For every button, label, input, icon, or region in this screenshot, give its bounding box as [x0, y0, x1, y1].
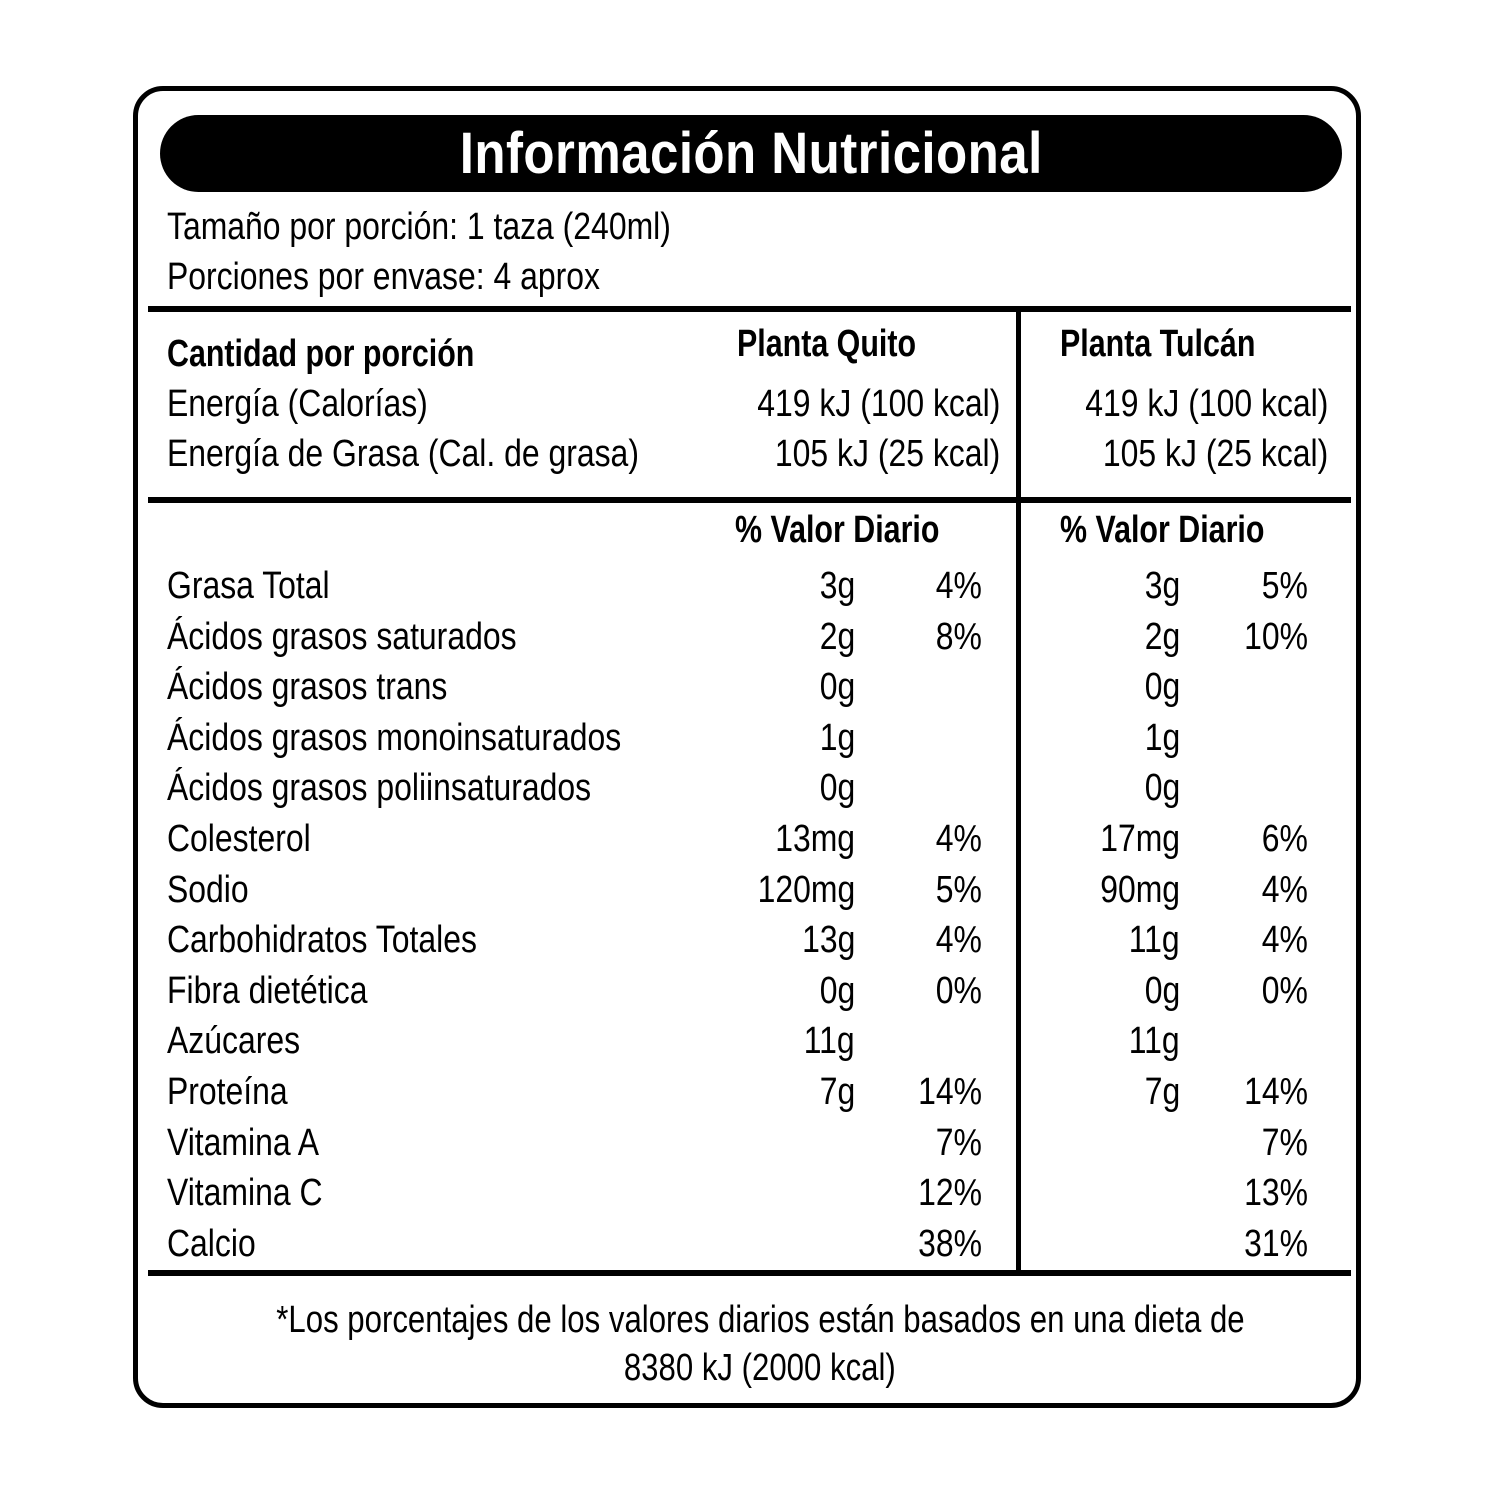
nutrient-label: Vitamina C — [167, 1172, 323, 1215]
serving-size: Tamaño por porción: 1 taza (240ml) — [167, 206, 671, 248]
energy-value-tulcan: 105 kJ (25 kcal) — [1102, 433, 1328, 475]
footnote-line-2: 8380 kJ (2000 kcal) — [624, 1347, 896, 1389]
nutrient-daily-value-tulcan: 13% — [1244, 1172, 1308, 1215]
energy-label: Energía (Calorías) — [167, 383, 428, 425]
nutrient-amount-tulcan: 1g — [1144, 716, 1180, 759]
nutrient-label: Ácidos grasos saturados — [167, 615, 517, 658]
footnote — [140, 1296, 1380, 1392]
nutrient-amount-quito: 13mg — [775, 818, 855, 860]
nutrient-daily-value-tulcan: 7% — [1261, 1121, 1308, 1164]
nutrient-amount-quito: 0g — [819, 767, 855, 810]
daily-value-heading-tulcan: % Valor Diario — [1060, 509, 1265, 551]
nutrient-daily-value-tulcan: 14% — [1244, 1071, 1308, 1113]
nutrient-amount-tulcan: 0g — [1144, 969, 1180, 1012]
nutrient-amount-quito: 0g — [819, 969, 855, 1012]
nutrient-daily-value-quito: 4% — [935, 818, 982, 860]
nutrient-amount-tulcan: 0g — [1144, 666, 1180, 709]
divider-top — [148, 306, 1351, 312]
plant-tulcan-heading: Planta Tulcán — [1060, 323, 1256, 365]
nutrient-amount-quito: 0g — [819, 666, 855, 709]
title-bar — [160, 115, 1342, 192]
nutrient-label: Sodio — [167, 868, 249, 911]
nutrient-label: Ácidos grasos poliinsaturados — [167, 767, 592, 810]
nutrient-daily-value-tulcan: 6% — [1261, 818, 1308, 860]
nutrient-amount-quito: 120mg — [757, 868, 855, 911]
divider-middle — [148, 497, 1351, 503]
nutrient-amount-quito: 13g — [801, 919, 855, 962]
column-divider-upper — [1016, 309, 1021, 499]
nutrient-amount-tulcan: 2g — [1144, 615, 1180, 658]
column-divider-lower — [1016, 500, 1021, 1272]
plant-quito-heading: Planta Quito — [737, 323, 917, 365]
divider-bottom — [148, 1270, 1351, 1276]
nutrient-daily-value-quito: 5% — [935, 868, 982, 911]
energy-value-quito: 419 kJ (100 kcal) — [756, 383, 1000, 425]
nutrient-daily-value-quito: 14% — [918, 1071, 982, 1113]
energy-label: Energía de Grasa (Cal. de grasa) — [167, 433, 639, 475]
nutrient-amount-quito: 1g — [819, 716, 855, 759]
amount-per-serving-heading: Cantidad por porción — [167, 333, 475, 375]
footnote-line-1: *Los porcentajes de los valores diarios están basados en una dieta de — [275, 1299, 1245, 1341]
nutrient-daily-value-tulcan: 31% — [1244, 1222, 1308, 1265]
nutrient-daily-value-quito: 8% — [935, 615, 982, 658]
label-title: Información Nutricional — [459, 121, 1043, 186]
nutrient-daily-value-quito: 12% — [918, 1172, 982, 1215]
nutrient-label: Fibra dietética — [167, 969, 368, 1012]
nutrient-amount-tulcan: 17mg — [1100, 818, 1180, 860]
nutrient-daily-value-tulcan: 5% — [1261, 565, 1308, 607]
nutrient-daily-value-tulcan: 4% — [1261, 868, 1308, 911]
nutrient-daily-value-quito: 0% — [935, 969, 982, 1012]
energy-value-quito: 105 kJ (25 kcal) — [774, 433, 1000, 475]
nutrient-label: Vitamina A — [167, 1121, 320, 1164]
nutrient-daily-value-quito: 7% — [935, 1121, 982, 1164]
nutrient-amount-tulcan: 0g — [1144, 767, 1180, 810]
nutrient-daily-value-tulcan: 0% — [1261, 969, 1308, 1012]
nutrient-label: Ácidos grasos monoinsaturados — [167, 716, 622, 759]
nutrient-label: Carbohidratos Totales — [167, 919, 477, 962]
nutrient-amount-tulcan: 7g — [1144, 1071, 1180, 1113]
daily-value-heading-quito: % Valor Diario — [735, 509, 940, 551]
nutrient-daily-value-tulcan: 4% — [1261, 919, 1308, 962]
nutrient-label: Colesterol — [167, 818, 311, 860]
nutrient-label: Grasa Total — [167, 565, 330, 607]
nutrient-label: Azúcares — [167, 1020, 301, 1063]
energy-value-tulcan: 419 kJ (100 kcal) — [1084, 383, 1328, 425]
nutrient-amount-quito: 7g — [819, 1071, 855, 1113]
nutrient-amount-quito: 2g — [819, 615, 855, 658]
nutrient-daily-value-quito: 38% — [918, 1222, 982, 1265]
nutrient-amount-tulcan: 90mg — [1100, 868, 1180, 911]
nutrient-daily-value-quito: 4% — [935, 919, 982, 962]
nutrient-amount-quito: 3g — [819, 565, 855, 607]
nutrient-amount-tulcan: 11g — [1129, 919, 1180, 962]
nutrient-label: Proteína — [167, 1071, 288, 1113]
nutrient-label: Calcio — [167, 1222, 256, 1265]
nutrient-daily-value-quito: 4% — [935, 565, 982, 607]
nutrient-amount-tulcan: 3g — [1144, 565, 1180, 607]
nutrient-label: Ácidos grasos trans — [167, 666, 448, 709]
nutrient-daily-value-tulcan: 10% — [1244, 615, 1308, 658]
servings-per-container: Porciones por envase: 4 aprox — [167, 256, 600, 298]
nutrient-amount-quito: 11g — [804, 1020, 855, 1063]
nutrient-amount-tulcan: 11g — [1129, 1020, 1180, 1063]
